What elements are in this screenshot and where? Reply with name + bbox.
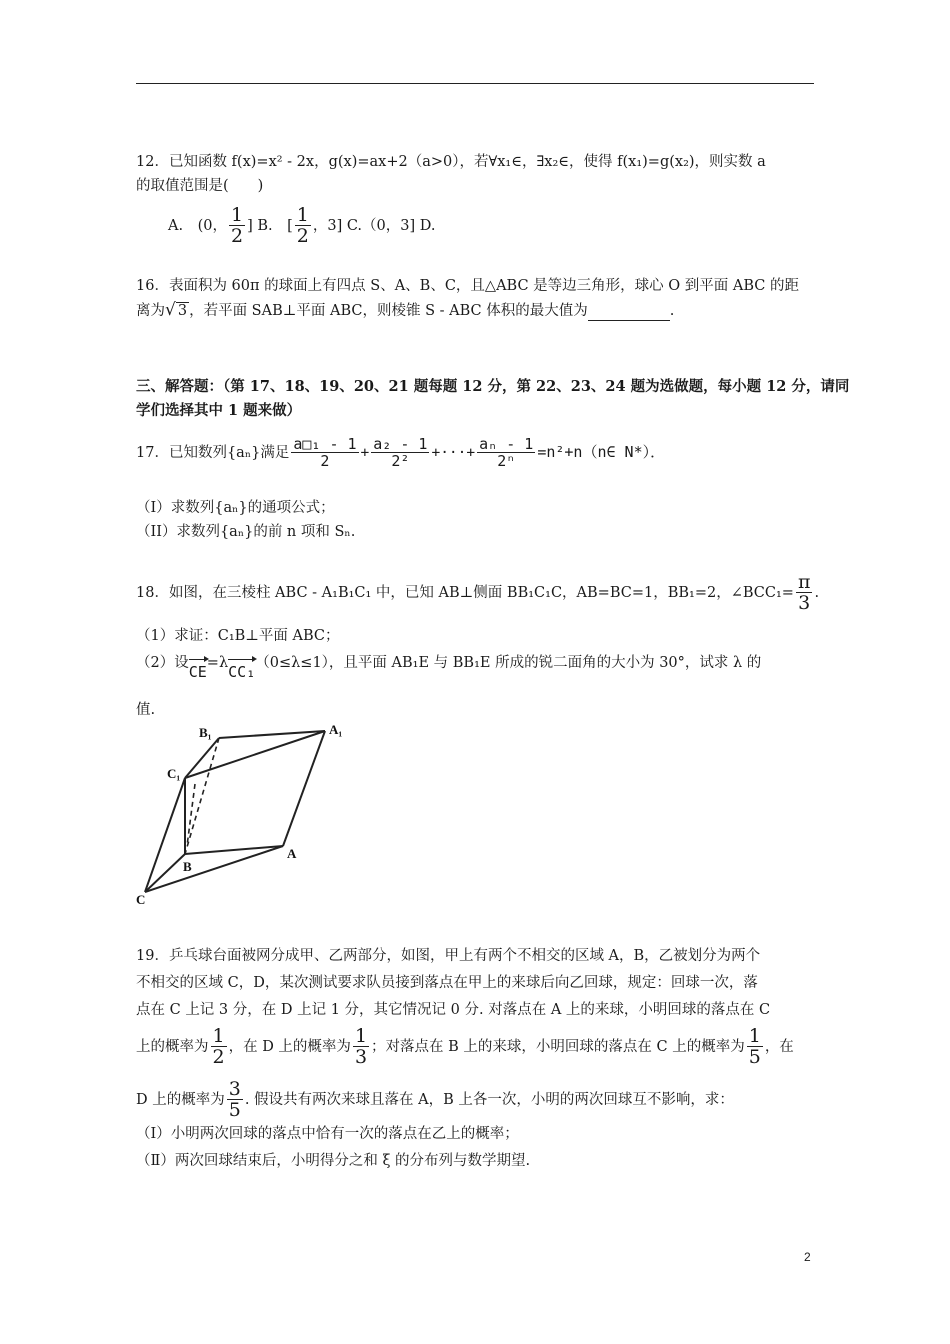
q18-part2-end: 值.	[136, 702, 156, 718]
q12-opt-a-fraction	[229, 206, 245, 246]
q16-line2-suffix: ，若平面 SAB⊥平面 ABC，则棱锥 S - ABC 体积的最大值为	[189, 303, 588, 319]
q12-opt-b-den: 2	[296, 225, 309, 247]
q18-pi-den: 3	[798, 592, 811, 614]
edge-c1-c	[145, 778, 185, 892]
edge-c1-b-dashed	[187, 784, 195, 846]
q19-prob1	[211, 1027, 227, 1067]
q16-answer-blank	[588, 306, 670, 321]
q17-part2: （II）求数列{aₙ}的前 n 项和 Sₙ.	[136, 524, 356, 540]
section3-line1: 三、解答题：（第 17、18、19、20、21 题每题 12 分，第 22、23、24 题为选做题，每小题 12 分，请同	[136, 378, 850, 395]
q18-vector-ce: CE	[188, 663, 207, 681]
q18-eq-lambda: =λ	[206, 655, 229, 671]
q19-prob3	[747, 1027, 763, 1067]
edge-c-a	[145, 846, 283, 892]
q12-options	[168, 206, 435, 246]
q17-frac3-num: aₙ - 1	[479, 435, 534, 453]
q19-part1: （Ⅰ）小明两次回球的落点中恰有一次的落点在乙上的概率；	[136, 1126, 519, 1142]
label-c1: C₁	[167, 766, 181, 781]
q12-opt-b-fraction	[295, 206, 311, 246]
q18-line1	[136, 573, 819, 613]
q19-line1: 19．乒乓球台面被网分成甲、乙两部分，如图，甲上有两个不相交的区域 A，B，乙被划分为两个	[136, 948, 761, 964]
q17-part1: （I）求数列{aₙ}的通项公式；	[136, 500, 335, 516]
q12-opt-b-suffix: ，3] C.（0，3] D.	[312, 218, 436, 234]
q12-opt-b-num: 1	[296, 204, 309, 226]
q17-dots: +···+	[431, 445, 476, 461]
q19-prob2-num: 1	[354, 1025, 368, 1047]
q12-line1: 12．已知函数 f(x)=x² - 2x，g(x)=ax+2（a>0），若∀x₁∈，∃x₂∈，使得 f(x₁)=g(x₂)，则实数 a	[136, 154, 766, 170]
q16-sqrt-value: 3	[177, 303, 188, 319]
q17-statement	[136, 437, 665, 469]
page-number: 2	[804, 1250, 811, 1264]
q12-opt-a-prefix: A. (0，	[168, 218, 227, 234]
q17-frac1-num: a□₁ - 1	[293, 435, 357, 453]
q17-frac2-num: a₂ - 1	[373, 435, 428, 453]
q19-line4	[136, 1027, 794, 1067]
q19-l5-b: . 假设共有两次来球且落在 A，B 上各一次，小明的两次回球互不影响，求：	[244, 1092, 734, 1108]
label-a1: A₁	[329, 722, 343, 737]
q19-prob4	[227, 1080, 243, 1120]
q18-part2	[136, 652, 762, 681]
q17-frac2	[371, 437, 429, 469]
edge-a1-a	[283, 731, 325, 846]
header-rule	[136, 83, 814, 84]
q18-pi-num: π	[797, 571, 811, 593]
q12-line2: 的取值范围是( )	[136, 178, 264, 194]
q17-frac1	[291, 437, 358, 469]
q19-line2: 不相交的区域 C，D，某次测试要求队员接到落点在甲上的来球后向乙回球，规定：回球一次，落	[136, 975, 758, 991]
q19-line5	[136, 1080, 734, 1120]
edge-b1-b-dashed	[185, 738, 219, 854]
q19-prob2-den: 3	[354, 1046, 368, 1068]
q17-plus: +	[360, 445, 370, 461]
q18-vector-cc1: CC₁	[228, 663, 256, 681]
prism-figure	[125, 718, 355, 908]
q17-frac1-den: 2	[320, 452, 330, 470]
q18-part2-prefix: （2）设	[136, 655, 189, 671]
q12-opt-a-num: 1	[230, 204, 244, 226]
q18-line1-prefix: 18．如图，在三棱柱 ABC - A₁B₁C₁ 中，已知 AB⊥侧面 BB₁C₁C，AB=BC=1，BB₁=2，∠BCC₁=	[136, 585, 794, 601]
section3-line2: 学们选择其中 1 题来做）	[136, 402, 302, 419]
q17-prefix: 17．已知数列{aₙ}满足	[136, 445, 290, 461]
q16-end: .	[669, 303, 675, 319]
q19-prob3-den: 5	[748, 1046, 761, 1068]
q19-l5-a: D 上的概率为	[136, 1092, 225, 1108]
q19-line3: 点在 C 上记 3 分，在 D 上记 1 分，其它情况记 0 分. 对落点在 A 上的来球，小明回球的落点在 C	[136, 1002, 771, 1018]
q16-line1: 16．表面积为 60π 的球面上有四点 S、A、B、C，且△ABC 是等边三角形，球心 O 到平面 ABC 的距	[136, 278, 799, 294]
q19-part2: （Ⅱ）两次回球结束后，小明得分之和 ξ 的分布列与数学期望.	[136, 1153, 531, 1169]
sqrt-icon: √	[165, 300, 176, 320]
q19-l4-d: ，在	[764, 1039, 794, 1055]
q17-frac2-den: 2²	[391, 452, 410, 470]
q19-l4-a: 上的概率为	[136, 1039, 209, 1055]
q18-pi-fraction	[796, 573, 813, 613]
q19-prob1-den: 2	[212, 1046, 225, 1068]
q19-l4-c: ；对落点在 B 上的来球，小明回球的落点在 C 上的概率为	[371, 1039, 745, 1055]
q18-part1: （1）求证：C₁B⊥平面 ABC；	[136, 628, 340, 644]
q16-line2-prefix: 离为	[136, 303, 165, 319]
q19-l4-b: ，在 D 上的概率为	[228, 1039, 351, 1055]
q12-opt-a-den: 2	[230, 225, 244, 247]
q16-line2	[136, 300, 674, 321]
label-c: C	[136, 892, 146, 907]
q19-prob4-num: 3	[228, 1078, 241, 1100]
q12-opt-a-suffix: ] B. [	[247, 218, 293, 234]
label-b1: B₁	[199, 725, 212, 740]
q18-part2-suffix: （0≤λ≤1），且平面 AB₁E 与 BB₁E 所成的锐二面角的大小为 30°，试求 λ 的	[255, 655, 762, 671]
q18-line1-end: .	[814, 585, 820, 601]
q19-prob2	[353, 1027, 369, 1067]
q19-prob3-num: 1	[748, 1025, 761, 1047]
q19-prob1-num: 1	[212, 1025, 225, 1047]
q17-rhs: =n²+n（n∈ N*）．	[537, 443, 666, 461]
q17-frac3-den: 2ⁿ	[497, 452, 516, 470]
q19-prob4-den: 5	[228, 1099, 241, 1121]
label-b: B	[183, 859, 192, 874]
label-a: A	[287, 846, 297, 861]
q17-frac3	[477, 437, 535, 469]
